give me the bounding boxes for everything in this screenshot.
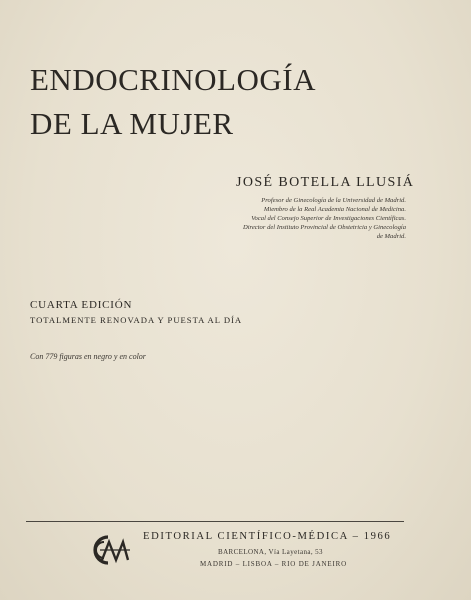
edition-subtitle: TOTALMENTE RENOVADA Y PUESTA AL DÍA <box>30 315 243 325</box>
author-credentials <box>230 196 406 241</box>
credential-line: Director del Instituto Provincial de Obstetricia y Ginecología <box>242 224 406 231</box>
publisher-cities: MADRID – LISBOA – RIO DE JANEIRO <box>200 560 347 568</box>
figures-note: Con 779 figuras en negro y en color <box>30 352 146 361</box>
credential-line: Profesor de Ginecología de la Universidad de Madrid. <box>261 197 406 204</box>
publisher-address: BARCELONA, Vía Layetana, 53 <box>218 548 323 556</box>
publisher-monogram-icon <box>86 533 130 567</box>
book-title <box>30 58 316 146</box>
book-title-line-1: ENDOCRINOLOGÍA <box>30 62 316 97</box>
publisher-name: EDITORIAL CIENTÍFICO-MÉDICA – 1966 <box>143 531 392 542</box>
author-name: JOSÉ BOTELLA LLUSIÁ <box>236 175 415 190</box>
footer-divider <box>26 521 404 522</box>
credential-line: de Madrid. <box>376 233 406 240</box>
credential-line: Miembro de la Real Academia Nacional de Medicina. <box>263 206 406 213</box>
book-title-line-2: DE LA MUJER <box>30 106 234 141</box>
edition-label: CUARTA EDICIÓN <box>30 299 133 311</box>
credential-line: Vocal del Consejo Superior de Investigaciones Científicas. <box>251 215 406 222</box>
